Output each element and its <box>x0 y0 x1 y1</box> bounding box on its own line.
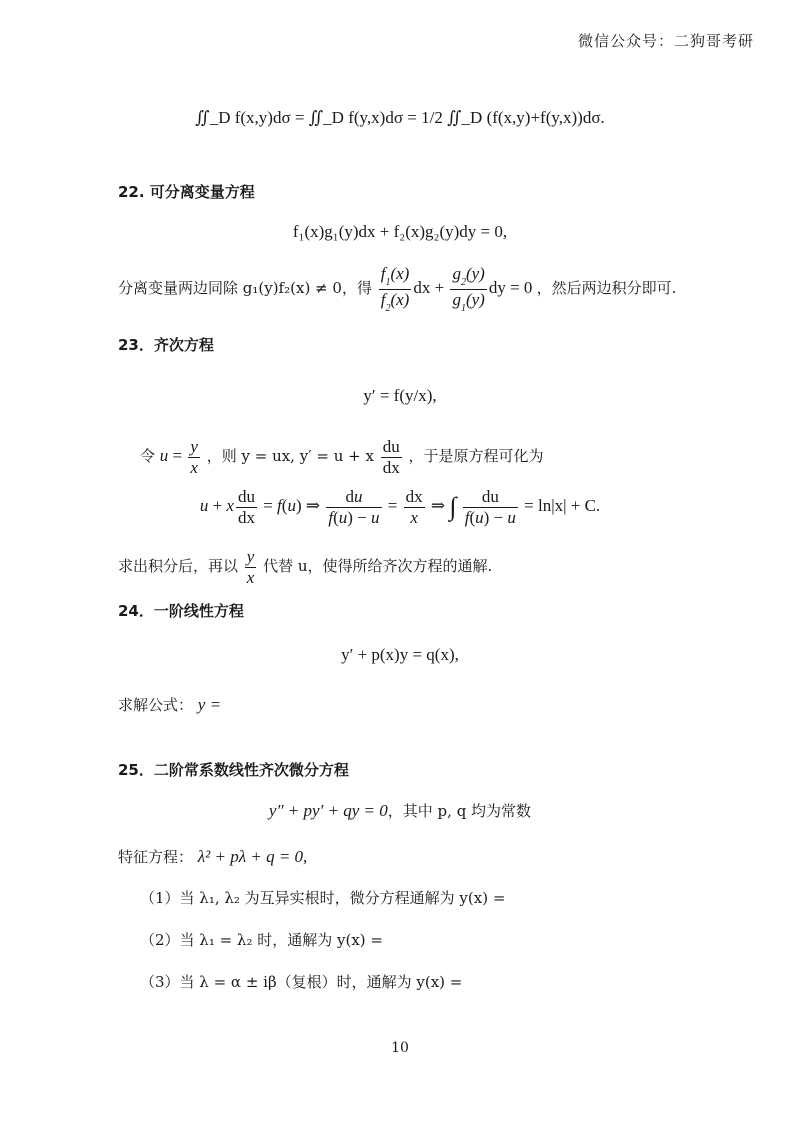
substitution-prefix: 令 <box>140 447 156 465</box>
characteristic-equation <box>118 846 307 867</box>
solve-after: 代替 u，使得所给齐次方程的通解. <box>263 557 493 575</box>
formula-lhs: y = <box>197 695 222 714</box>
case-2: （2）当 λ₁ = λ₂ 时，通解为 y(x) = <box>140 931 383 949</box>
formula-label: 求解公式： <box>118 696 194 714</box>
solve-before: 求出积分后，再以 <box>118 557 239 575</box>
section-23-substitution: 令 u = $\frac{y}{x}$ ，则 y = ux, y′ = u + x $\frac{du}{dx}$ ，于是原方程可化为 <box>140 437 544 477</box>
section-25-note: ，其中 p, q 均为常数 <box>387 802 532 820</box>
case-1: （1）当 λ₁, λ₂ 为互异实根时，微分方程通解为 y(x) = <box>140 889 506 907</box>
integral-result: = ln|x| + C. <box>524 496 601 515</box>
case-3: （3）当 λ = α ± iβ（复根）时，通解为 y(x) = <box>140 973 463 991</box>
header-source: 微信公众号：二狗哥考研 <box>577 32 754 50</box>
separation-text-before: 分离变量两边同除 g₁(y)f₂(x) ≠ 0，得 <box>118 278 372 297</box>
section-23-solve: 求出积分后，再以 $\frac{y}{x}$ 代替 u，使得所给齐次方程的通解. <box>118 547 493 587</box>
section-23-title: 23．齐次方程 <box>118 336 214 354</box>
section-22-separation <box>118 264 676 314</box>
section-23-integral-chain: u + x $\frac{du}{dx}$ = f(u) ⇒ $\frac{du}{f(u) - u}$ = $\frac{dx}{x}$ ⇒ ∫ $\frac{du}{f(u) - u}$ = ln|x| + C. <box>199 487 601 527</box>
char-label: 特征方程： <box>118 848 194 866</box>
section-22-equation: f₁(x)g₁(y)dx + f₂(x)g₂(y)dy = 0, <box>292 222 508 241</box>
section-25-equation-line <box>0 800 800 821</box>
section-24-title: 24．一阶线性方程 <box>118 602 244 620</box>
separated-equation: $\frac{f_1(x)}{f_2(x)}$ dx + $\frac{g_2(y)}{g_1(y)}$ dy = 0 <box>380 264 537 314</box>
section-25-title: 25．二阶常系数线性齐次微分方程 <box>118 761 349 779</box>
page-number: 10 <box>391 1040 409 1056</box>
separation-text-after: ，然后两边积分即可. <box>536 278 677 297</box>
section-24-formula <box>118 694 221 715</box>
section-25-equation: y″ + py′ + qy = 0 <box>268 801 388 820</box>
section-22-title: 22. 可分离变量方程 <box>118 183 255 201</box>
top-formula: ∬_D f(x,y)dσ = ∬_D f(y,x)dσ = 1/2 ∬_D (f(x,y)+f(y,x))dσ. <box>195 108 605 127</box>
section-24-equation: y′ + p(x)y = q(x), <box>341 645 459 664</box>
substitution-after: ，于是原方程可化为 <box>408 447 544 465</box>
char-eq: λ² + pλ + q = 0, <box>197 847 308 866</box>
substitution-mid: ，则 y = ux, y′ = u + x <box>206 447 374 465</box>
section-23-equation: y′ = f(y/x), <box>363 386 437 405</box>
